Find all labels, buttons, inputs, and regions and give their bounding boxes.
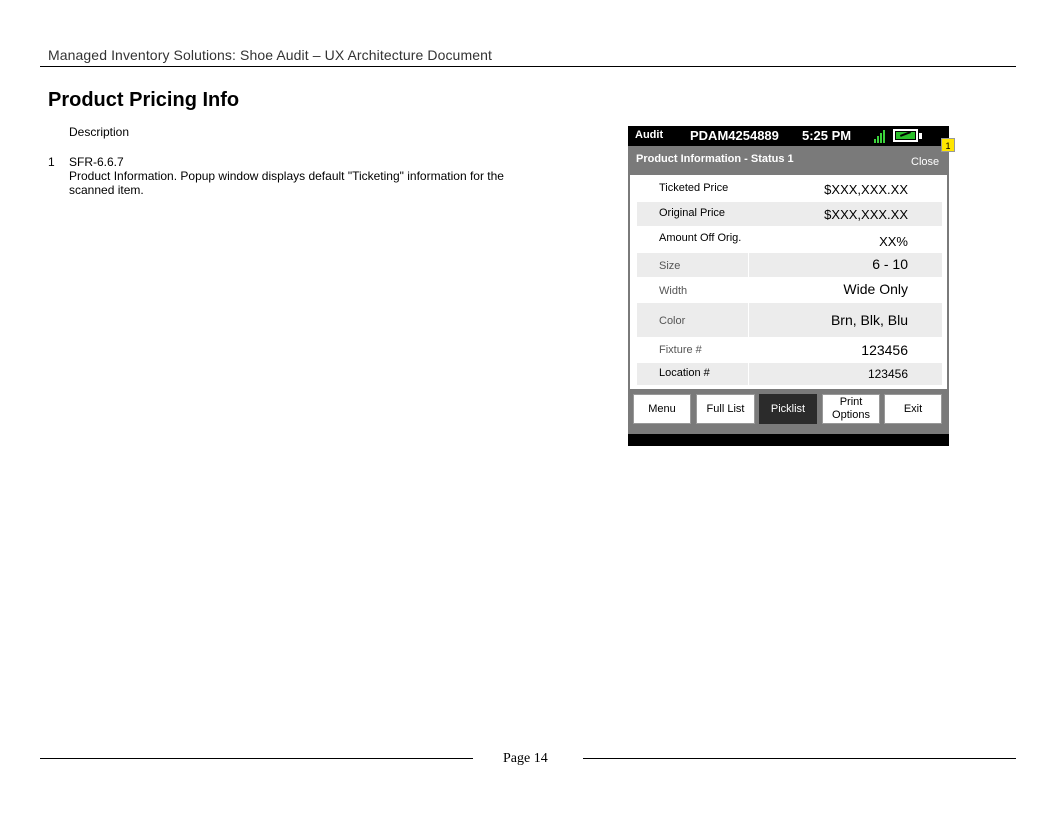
annotation-marker: 1 — [941, 138, 955, 152]
field-row-ticketed-price — [637, 177, 942, 201]
field-row-color — [637, 303, 942, 337]
popup-content — [630, 175, 947, 389]
field-row-width — [637, 278, 942, 302]
field-label: Width — [659, 285, 688, 297]
battery-icon — [893, 129, 918, 142]
description-heading: Description — [69, 125, 130, 139]
status-app-name: Audit — [635, 129, 664, 141]
battery-cap — [919, 133, 922, 139]
requirement-id: SFR-6.6.7 — [69, 155, 124, 169]
field-row-original-price — [637, 202, 942, 226]
footer-rule-right — [583, 758, 1016, 759]
status-device-id: PDAM4254889 — [690, 128, 779, 143]
popup-title: Product Information - Status 1 — [636, 153, 794, 165]
picklist-button[interactable]: Picklist — [759, 394, 817, 424]
field-label: Location # — [659, 367, 710, 379]
field-value: $XXX,XXX.XX — [824, 182, 908, 197]
field-value: 123456 — [867, 367, 908, 381]
product-info-popup — [628, 146, 949, 434]
field-value: XX% — [879, 234, 908, 249]
print-options-button[interactable]: Print Options — [822, 394, 880, 424]
header-divider — [40, 66, 1016, 67]
exit-button[interactable]: Exit — [884, 394, 942, 424]
page-title: Product Pricing Info — [48, 89, 240, 111]
field-value: Brn, Blk, Blu — [830, 312, 908, 328]
document-header: Managed Inventory Solutions: Shoe Audit – UX Architecture Document — [48, 47, 492, 63]
field-row-location — [637, 363, 942, 385]
field-value: Wide Only — [843, 281, 908, 297]
field-label: Original Price — [659, 207, 726, 219]
footer-rule-left — [40, 758, 473, 759]
field-label: Amount Off Orig. — [659, 232, 742, 244]
field-row-amount-off — [637, 227, 942, 252]
field-value: 6 - 10 — [872, 256, 908, 272]
field-row-fixture — [637, 338, 942, 362]
signal-icon — [874, 129, 888, 143]
menu-button[interactable]: Menu — [633, 394, 691, 424]
button-bar — [628, 389, 949, 434]
page-number: Page 14 — [503, 751, 548, 766]
status-bar — [628, 126, 949, 146]
field-value: 123456 — [861, 342, 908, 358]
field-label: Ticketed Price — [659, 182, 729, 194]
full-list-button[interactable]: Full List — [696, 394, 755, 424]
field-label: Fixture # — [659, 344, 702, 356]
status-time: 5:25 PM — [802, 128, 852, 143]
field-value: $XXX,XXX.XX — [824, 207, 908, 222]
field-label: Color — [659, 315, 686, 327]
field-label: Size — [659, 260, 681, 272]
field-row-size — [637, 253, 942, 277]
requirement-text: Product Information. Popup window displays default "Ticketing" information for the scanned item. — [69, 169, 504, 197]
device-screen — [628, 126, 949, 446]
close-button[interactable]: Close — [911, 156, 940, 168]
requirement-number: 1 — [48, 155, 55, 169]
